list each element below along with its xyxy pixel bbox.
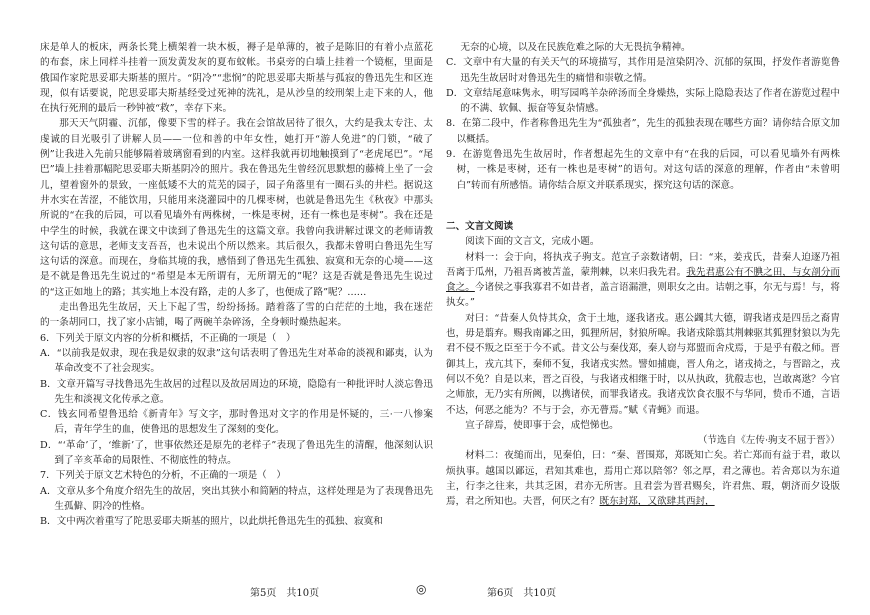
question-7-option-d: D．文章结尾意味隽永，明写园鸣羊杂碎汤而全身燥热，实际上隐隐表达了作者在游览过程中的不满、软佩、振奋等复杂情感。 <box>446 87 840 115</box>
question-6-option-d: D．“‘革命’了，‘维新’了，世事依然还是原先的老样子”表现了鲁迅先生的清醒，他深刻认识到了辛亥革命的局限性、不彻底性的特点。 <box>40 439 433 467</box>
question-6-option-a: A．“以前我是奴隶，现在我是奴隶的奴隶”这句话表明了鲁迅先生对革命的淡视和鄙夷，认为革命改变不了社会现实。 <box>40 347 433 375</box>
reading-instruction: 阅读下面的文言文，完成小题。 <box>465 236 600 248</box>
question-7-option-b: B．文中两次着重写了陀思妥耶夫斯基的照片，以此烘托鲁迅先生的孤独、寂寞和 <box>40 516 383 528</box>
question-6-stem: 6．下列关于原文内容的分析和概括，不正确的一项是（ ） <box>40 332 296 344</box>
center-binding-mark: ◎ <box>416 582 427 596</box>
question-7-option-c: C．文章中有大量的有关天气的环境描写，其作用是渲染阴冷、沉郁的氛围，抒发作者游览鲁迅先生故居时对鲁迅先生的痛惜和崇敬之情。 <box>446 57 840 84</box>
article-paragraph-2: 那天天气阴霾、沉郁，像要下雪的样子。我在会馆故居待了很久，大约是我太专注、太虔诚的目光吸引了讲解人员——一位和善的中年女性，她打开“游人免进”的门锁，“破了例”让我进入先前只能够隔着玻璃窗看到的内室。这样我就再切地触摸到了“老虎尾巴”。“尾巴”墙上挂着那幅陀思妥耶夫斯基阴冷的照片。我在鲁迅先生曾经沉思默想的藤椅上坐了一会儿，望着窗外的景致，一座低矮不大的荒芜的园子，园子角落里有一圈石头的井栏。据说这井水实在苦涩，不能饮用，只能用来浇灌园中的几棵枣树，也就是鲁迅先生《秋夜》中那头所说的“在我的后园，可以看见墙外有两株树，一株是枣树，还有一株也是枣树”。我在还是中学生的时候，我就在课文中读到了鲁迅先生的这篇文章。我曾向我讲解过课文的老师请教这句话的意思，老师支支吾吾，也未说出个所以然来。其后很久，我都未曾明白鲁迅先生写这句话的深意。而现在，身临其境的我，感悟到了鲁迅先生孤独、寂寞和无奈的心境——这是不就是鲁迅先生说过的“希望是本无所谓有，无所谓无的”呢？这是否就是鲁迅先生说过的“这正如地上的路；其实地上本没有路，走的人多了，也便成了路”呢？…… <box>40 118 433 298</box>
underlined-sentence-2: 既东封郑，又欲肆其西封， <box>599 496 715 508</box>
material-1-paragraph-2: 对曰：“昔秦人负恃其众，贪于土地，逐我诸戎。惠公蠲其大德，谓我诸戎是四岳之裔胄也，毋是翦弃。赐我南鄙之田，狐狸所居，豺狼所嗥。我诸戎除翦其荆棘驱其狐狸豺狼以为先君不侵不叛之臣至于今不贰。昔文公与秦伐郑，秦人窃与郑盟而舍戍焉，于是乎有殽之师。晋御其上，戎亢其下，秦师不复，我诸戎实然。譬如捕鹿，晋人角之，诸戎掎之，与晋踣之，戎何以不免？自是以来，晋之百役，与我诸戎相继于时，以从执政，犹殽志也，岂敢离逖？今官之师旅，无乃实有所阙，以携诸侯，而罪我诸戎。我诸戎饮食衣服不与华同，贽币不通，言语不达，何恶之能为？不与于会，亦无瞢焉。”赋《青蝇》而退。 <box>446 312 840 416</box>
material-1-source: （节选自《左传·驹支不屈于晋》） <box>697 435 840 447</box>
question-9: 9．在游览鲁迅先生故居时，作者想起先生的文章中有“在我的后园，可以看见墙外有两株树，一株是枣树，还有一株也是枣树”的语句。对这句话的深意的理解，作者由“未曾明白”转而有所感悟。请你结合原文并联系现实，探究这句话的深意。 <box>446 149 840 191</box>
material-2-paragraph <box>446 448 840 509</box>
question-6-option-b: B．文章开篇写寻找鲁迅先生故居的过程以及故居周边的环境，隐隐有一种批评时人淡忘鲁迅先生和淡视文化传承之意。 <box>40 378 433 405</box>
question-7-stem: 7．下列关于原文艺术特色的分析，不正确的一项是（ ） <box>40 470 286 482</box>
question-7-option-b-continued: 无奈的心境，以及在民族危难之际的大无畏抗争精神。 <box>460 42 691 53</box>
right-page-number: 第6页 共10页 <box>487 588 557 599</box>
material-1-paragraph-1 <box>446 250 840 311</box>
right-page-column <box>446 40 840 510</box>
article-paragraph-1: 床是单人的板床，两条长凳上横架着一块木板，褥子是单薄的，被子是陈旧的有着小点蓝花的布套，床上同样斗挂着一顶发黄发灰的夏布蚊帐。书桌旁的白墙上挂着一个镜框，里面是俄国作家陀思妥耶夫斯基的照片。“阴冷”“悲悯”的陀思妥耶夫斯基与孤寂的鲁迅先生和区连现，似有话要说，陀思妥耶夫斯基经受过死神的洗礼，是从沙皇的绞刑架上走下来的人，他在执行死刑的最后一秒钟被“救”，幸存下来。 <box>40 42 433 115</box>
left-page-column <box>40 40 433 530</box>
section-heading-classical-chinese: 二、文言文阅读 <box>446 220 514 232</box>
article-paragraph-3: 走出鲁迅先生故居，天上下起了雪，纷纷扬扬。踏着落了雪的白茫茫的土地，我在迷茫的一条胡同口，找了家小店铺，喝了两碗羊杂碎汤，全身顿时燥热起来。 <box>40 302 433 329</box>
material-1-paragraph-3: 宣子辞焉，使即事于会，成恺悌也。 <box>465 419 619 431</box>
material-1-text-a: 材料一：会于向，将执戎子驹支。范宣子亲数诸朝，曰：“来，姜戎氏，昔秦人迫逐乃祖吾离于瓜州，乃祖吾离被苫盖，蒙荆棘，以来归我先君。 <box>446 251 840 278</box>
left-page-number: 第5页 共10页 <box>250 588 320 599</box>
material-2-text-a: 材料二：夜缒而出，见秦伯，曰：“秦、晋围郑，郑既知亡矣。若亡郑而有益于君，敢以烦执事。越国以鄙远，君知其难也，焉用亡郑以陪邻？邻之厚，君之薄也。若舍郑以为东道主，行李之往来，共其乏困，君亦无所害。且君尝为晋君赐矣，许君焦、瑕，朝济而夕设版焉，君之所知也。夫晋，何厌之有？ <box>446 450 840 508</box>
question-6-option-c: C．钱玄同希望鲁迅给《新青年》写文字，那时鲁迅对文字的作用是怀疑的，三·一八惨案后，青年学生的血，使鲁迅的思想发生了深刻的变化。 <box>40 409 433 436</box>
underlined-sentence-1: 我先君惠公有不腆之田，与女剖分而食之。 <box>446 266 841 294</box>
question-8: 8．在第二段中，作者称鲁迅先生为“孤独者”，先生的孤独表现在哪些方面？请你结合原文加以概括。 <box>446 118 840 145</box>
material-1-text-b: 今诸侯之事我寡君不如昔者，盖言语漏泄，则职女之由。诘朝之事，尔无与焉！与，将执女。” <box>446 282 841 309</box>
question-7-option-a: A．文章从多个角度介绍先生的故居，突出其狭小和简陋的特点，这样处理是为了表现鲁迅先生孤僻、阴冷的性格。 <box>40 485 433 512</box>
